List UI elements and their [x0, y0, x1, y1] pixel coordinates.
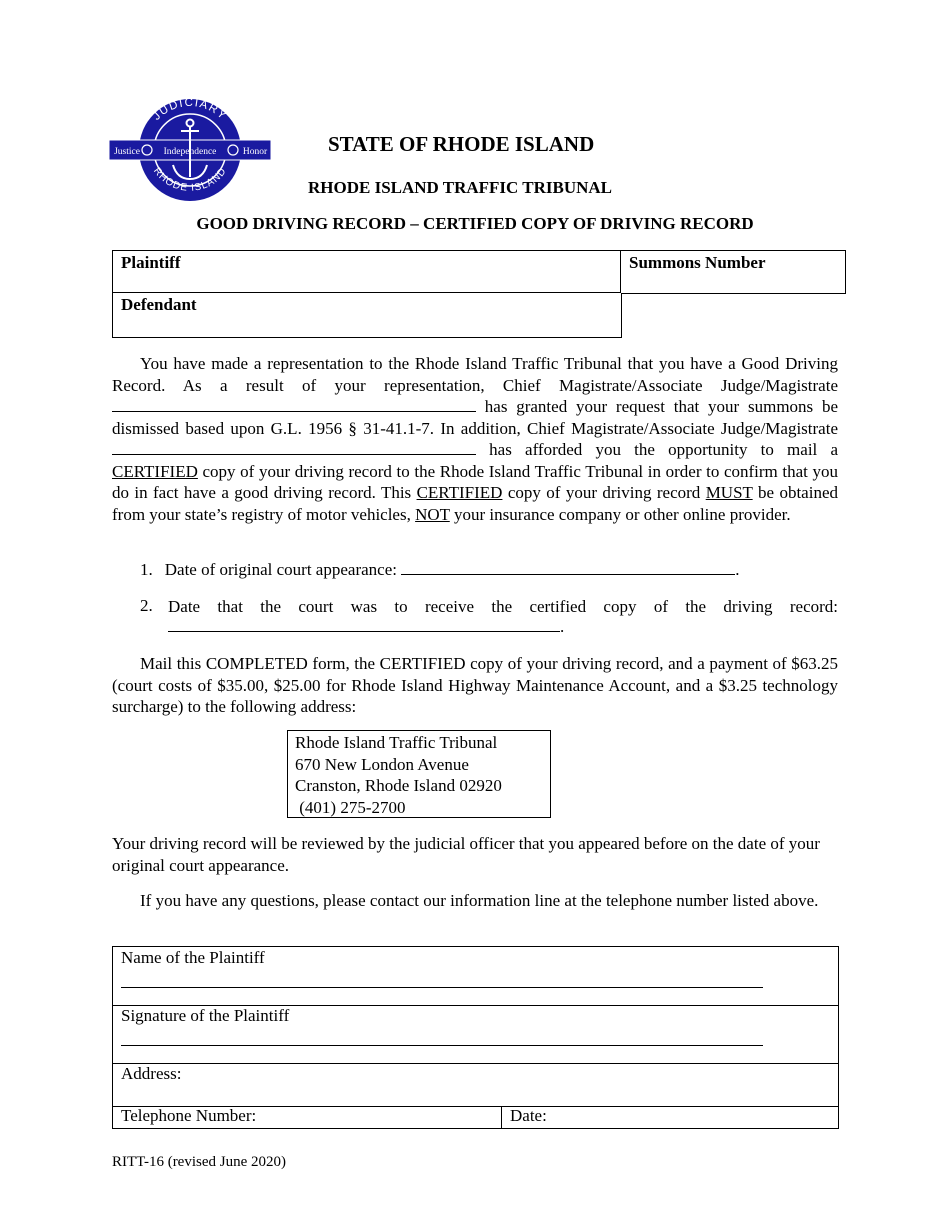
address-box	[287, 730, 551, 818]
seal-motto-right: Honor	[242, 147, 268, 157]
tribunal-title: RHODE ISLAND TRAFFIC TRIBUNAL	[308, 178, 613, 197]
address-label: Address:	[121, 1064, 182, 1083]
certified-copy-date-line[interactable]	[168, 617, 560, 632]
plaintiff-label: Plaintiff	[121, 253, 181, 272]
signature-block	[112, 946, 839, 1129]
seal-icon	[107, 97, 273, 205]
questions-paragraph: If you have any questions, please contact our information line at the telephone number listed above.	[140, 891, 819, 910]
mail-instructions-paragraph: Mail this COMPLETED form, the CERTIFIED copy of your driving record, and a payment of $63.25 (court costs of $35.00, $25.00 for Rhode Island Highway Maintenance Account, and a $3.25 technology surcharge) to the following address:	[112, 654, 838, 716]
plaintiff-name-line[interactable]	[121, 973, 763, 988]
original-appearance-date-line[interactable]	[401, 560, 735, 575]
date-label: Date:	[510, 1106, 547, 1125]
telephone-cell[interactable]	[113, 1106, 502, 1128]
item-2: 2. Date that the court was to receive the certified copy of the driving record:	[140, 596, 838, 616]
plaintiff-signature-row[interactable]	[113, 1005, 838, 1064]
item-1: 1. Date of original court appearance: .	[140, 560, 740, 579]
seal-top-text: JUDICIARY	[150, 97, 230, 123]
item-2-line-row: .	[168, 617, 564, 637]
judiciary-seal	[107, 97, 273, 205]
seal-motto-left: Justice	[114, 147, 140, 157]
plaintiff-signature-label: Signature of the Plaintiff	[121, 1006, 290, 1025]
state-title: STATE OF RHODE ISLAND	[328, 132, 595, 156]
summons-number-label: Summons Number	[629, 253, 766, 272]
plaintiff-name-row[interactable]	[113, 947, 838, 1006]
address-line-2: 670 New London Avenue	[295, 754, 469, 774]
form-id-footer: RITT-16 (revised June 2020)	[112, 1154, 286, 1170]
magistrate-name-line-2[interactable]	[112, 440, 476, 455]
representation-paragraph: You have made a representation to the Rhode Island Traffic Tribunal that you have a Good Driving Record. As a result of your representation, Chief Magistrate/Associate Judge/Magistrate has granted your request that your summons be dismissed based upon G.L. 1956 § 31-41.1-7. In addition, Chief Magistrate/Associate Judge/Magistrate has afforded you the opportunity to mail a CERTIFIED copy of your driving record to the Rhode Island Traffic Tribunal in order to confirm that you do in fact have a good driving record. This CERTIFIED copy of your driving record MUST be obtained from your state’s registry of motor vehicles, NOT your insurance company or other online provider.	[112, 354, 838, 524]
plaintiff-cell[interactable]	[112, 250, 621, 293]
defendant-cell[interactable]	[112, 293, 622, 338]
address-phone: (401) 275-2700	[295, 797, 406, 817]
summons-number-cell[interactable]	[621, 250, 846, 294]
form-title: GOOD DRIVING RECORD – CERTIFIED COPY OF DRIVING RECORD	[196, 214, 754, 233]
plaintiff-name-label: Name of the Plaintiff	[121, 948, 265, 967]
date-cell[interactable]	[502, 1106, 838, 1128]
item-2-text: Date that the court was to receive the certified copy of the driving record:	[168, 597, 838, 616]
magistrate-name-line-1[interactable]	[112, 397, 476, 412]
defendant-label: Defendant	[121, 295, 197, 314]
review-paragraph: Your driving record will be reviewed by the judicial officer that you appeared before on the date of your original court appearance.	[112, 834, 820, 875]
telephone-label: Telephone Number:	[121, 1106, 257, 1125]
plaintiff-signature-line[interactable]	[121, 1031, 763, 1046]
address-line-3: Cranston, Rhode Island 02920	[295, 776, 502, 795]
seal-bottom-text: RHODE ISLAND	[150, 165, 230, 194]
address-line-1: Rhode Island Traffic Tribunal	[295, 733, 498, 752]
seal-motto-center: Independence	[163, 147, 217, 157]
address-row[interactable]	[113, 1063, 838, 1107]
